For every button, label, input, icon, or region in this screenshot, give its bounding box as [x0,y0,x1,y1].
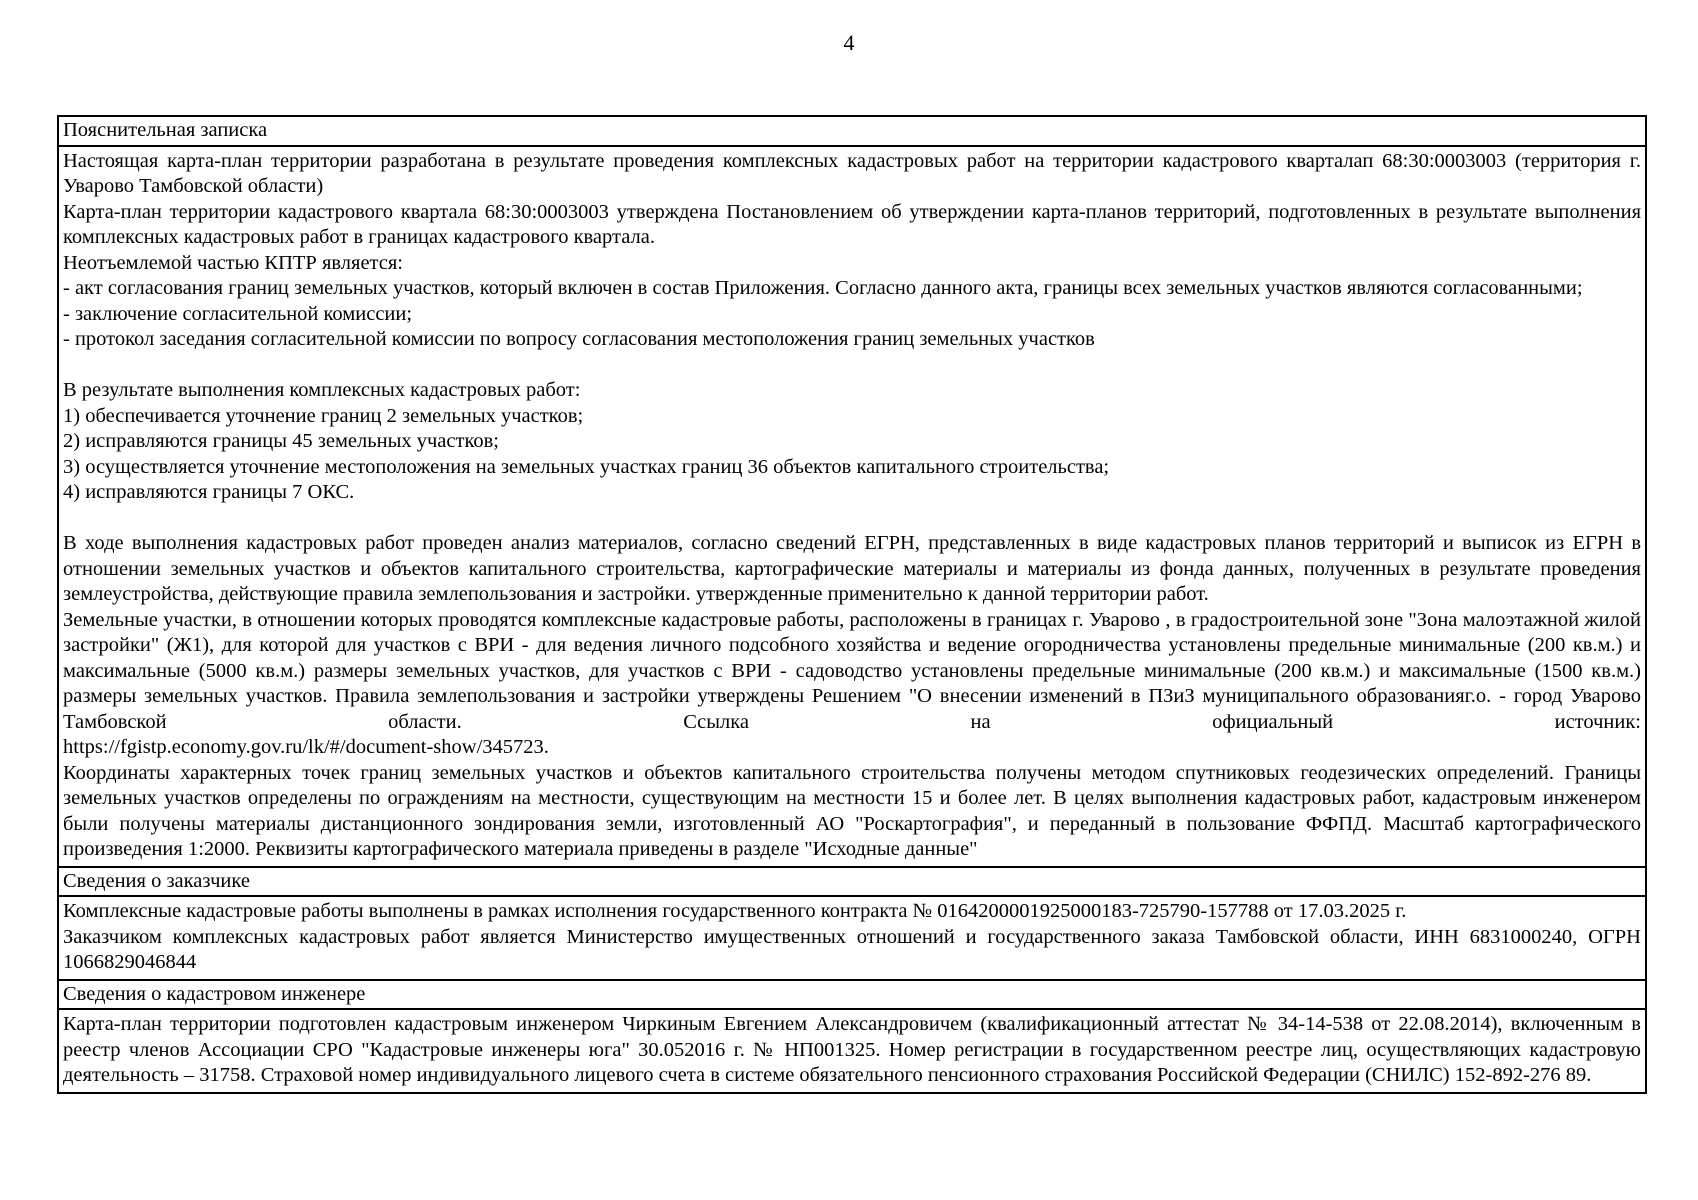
note-paragraph: В результате выполнения комплексных кадастровых работ: [63,379,581,401]
blank-line [63,506,1641,532]
explanatory-table [57,115,1647,1094]
note-list-item: 4) исправляются границы 7 ОКС. [63,481,355,503]
note-list-item: 1) обеспечивается уточнение границ 2 земельных участков; [63,404,584,427]
section-body-engineer [59,1008,1645,1092]
note-list-item: - заключение согласительной комиссии; [63,302,413,325]
note-paragraph: В ходе выполнения кадастровых работ проведен анализ материалов, согласно сведений ЕГРН, представленных в виде кадастровых планов территорий и выписок из ЕГРН в отношении земельных участков и объектов капитального строительства, картографические материалы и материалы из фонда данных, полученных в результате проведения землеустройства, действующие правила землепользования и застройки. утвержденные применительно к данной территории работ. [63,532,1641,605]
customer-paragraph: Заказчиком комплексных кадастровых работ является Министерство имущественных отношений и государственного заказа Тамбовской области, ИНН 6831000240, ОГРН 1066829046844 [63,925,1641,973]
note-paragraph: Координаты характерных точек границ земельных участков и объектов капитального строительства получены методом спутниковых геодезических определений. Границы земельных участков определены по ограждениям на местности, существующим на местности 15 и более лет. В целях выполнения кадастровых работ, кадастровым инженером были получены материалы дистанционного зондирования земли, изготовленный АО "Роскартография", и переданный в пользование ФФПД. Масштаб картографического произведения 1:2000. Реквизиты картографического материала приведены в разделе "Исходные данные" [63,761,1641,860]
note-list-item: 2) исправляются границы 45 земельных участков; [63,430,499,452]
engineer-paragraph: Карта-план территории подготовлен кадастровым инженером Чиркиным Евгением Александровичем (квалификационный аттестат № 34-14-538 от 22.08.2014), включенным в реестр членов Ассоциации СРО "Кадастровые инженеры юга" 30.052016 г. № НП001325. Номер регистрации в государственном реестре лиц, осуществляющих кадастровую деятельность – 31758. Страховой номер индивидуального лицевого счета в системе обязательного пенсионного страхования Российской Федерации (СНИЛС) 152-892-276 89. [63,1013,1641,1086]
note-paragraph: Карта-план территории кадастрового квартала 68:30:0003003 утверждена Постановлением об утверждении карта-планов территорий, подготовленных в результате выполнения комплексных кадастровых работ в границах кадастрового квартала. [63,200,1641,248]
page-number: 4 [843,30,855,55]
section-body-note [59,145,1645,866]
blank-line [63,353,1641,379]
note-paragraph: Настоящая карта-план территории разработана в результате проведения комплексных кадастровых работ на территории кадастрового кварталап 68:30:0003003 (территория г. Уварово Тамбовской области) [63,149,1641,197]
customer-paragraph: Комплексные кадастровые работы выполнены в рамках исполнения государственного контракта № 0164200001925000183-725790-157788 от 17.03.2025 г. [63,900,1407,922]
source-link: https://fgistp.economy.gov.ru/lk/#/document-show/345723. [63,736,549,758]
section-title-customer: Сведения о заказчике [59,866,1645,896]
section-title-note: Пояснительная записка [63,119,268,141]
note-list-item: 3) осуществляется уточнение местоположения на земельных участках границ 36 объектов капитального строительства; [63,455,1110,478]
note-paragraph: Неотъемлемой частью КПТР является: [63,251,403,274]
section-body-customer [59,895,1645,979]
note-list-item: - акт согласования границ земельных участков, который включен в состав Приложения. Согласно данного акта, границы всех земельных участков являются согласованными; [63,277,1583,299]
note-list-item: - протокол заседания согласительной комиссии по вопросу согласования местоположения границ земельных участков [63,328,1095,350]
note-paragraph: Земельные участки, в отношении которых проводятся комплексные кадастровые работы, расположены в границах г. Уварово , в градостроительной зоне "Зона малоэтажной жилой застройки" (Ж1), для которой для участков с ВРИ - для ведения личного подсобного хозяйства и ведение огородничества установлены предельные минимальные (200 кв.м.) и максимальные (5000 кв.м.) размеры земельных участков, для участков с ВРИ - садоводство установлены предельные минимальные (200 кв.м.) и максимальные (1500 кв.м.) размеры земельных участков. Правила землепользования и застройки утверждены Решением "О внесении изменений в ПЗиЗ муниципального образованияг.о. - город Уварово Тамбовской области. Ссылка на официальный источник: [63,608,1641,733]
section-title-engineer: Сведения о кадастровом инженере [59,979,1645,1009]
